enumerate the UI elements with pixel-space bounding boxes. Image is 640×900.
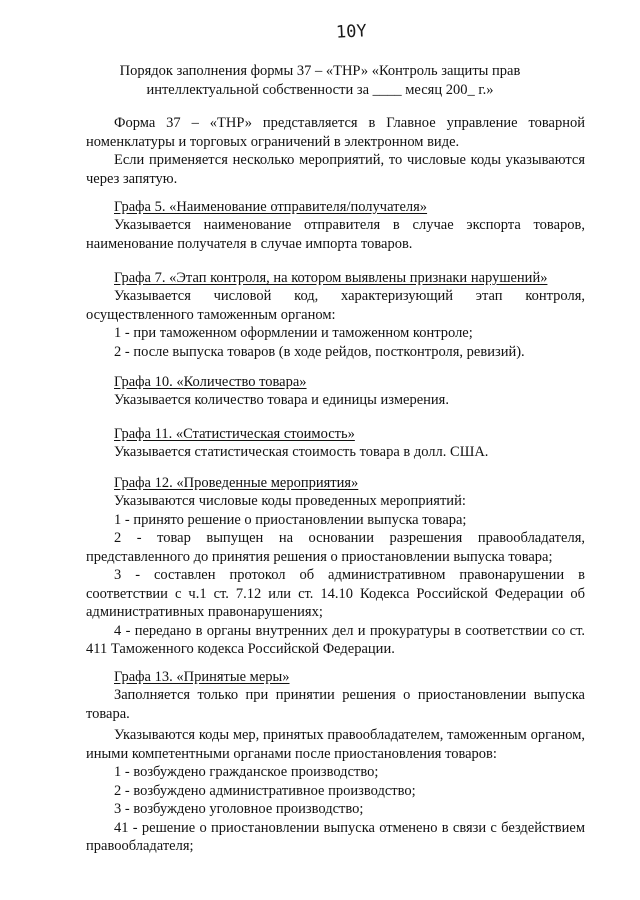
section-text-g12: Указываются числовые коды проведенных мероприятий: bbox=[114, 493, 466, 509]
list-item: 1 - принято решение о приостановлении выпуска товара; bbox=[114, 511, 467, 528]
section-body-g10 bbox=[86, 391, 585, 410]
section-heading-g10: Графа 10. «Количество товара» bbox=[114, 374, 307, 390]
section-text-g7: Указывается числовой код, характеризующий этап контроля, осуществленного таможенным органом: bbox=[86, 288, 585, 323]
intro-paragraph-1: Форма 37 – «ТНР» представляется в Главное управление товарной номенклатуры и торговых ограничений в электронном виде. bbox=[86, 115, 585, 150]
section-heading-g7: Графа 7. «Этап контроля, на котором выявлены признаки нарушений» bbox=[114, 270, 548, 286]
section-heading-g5: Графа 5. «Наименование отправителя/получателя» bbox=[114, 199, 428, 215]
document-title bbox=[100, 62, 540, 100]
list-item: 1 - при таможенном оформлении и таможенном контроле; bbox=[114, 325, 473, 341]
section-text-g13-2: Указываются коды мер, принятых правообладателем, таможенным органом, иными компетентными органами после приостановления товаров: bbox=[86, 727, 585, 762]
section-body-g13 bbox=[86, 686, 585, 856]
section-body-g11 bbox=[86, 443, 585, 462]
section-text-g13-1: Заполняется только при принятии решения о приостановлении выпуска товара. bbox=[86, 687, 585, 722]
handwritten-page-number: 10Y bbox=[335, 21, 368, 43]
title-line-2: интеллектуальной собственности за ____ месяц 200_ г.» bbox=[146, 82, 494, 98]
intro-block bbox=[86, 114, 585, 188]
list-item: 2 - товар выпущен на основании разрешения правообладателя, представленного до принятия решения о приостановлении выпуска товара; bbox=[86, 530, 585, 565]
list-item: 3 - возбуждено уголовное производство; bbox=[114, 801, 364, 817]
list-item: 2 - после выпуска товаров (в ходе рейдов, постконтроля, ревизий). bbox=[114, 343, 525, 360]
list-item: 4 - передано в органы внутренних дел и прокуратуры в соответствии со ст. 411 Таможенного кодекса Российской Федерации. bbox=[86, 622, 585, 657]
section-text-g5: Указывается наименование отправителя в случае экспорта товаров, наименование получателя в случае импорта товаров. bbox=[86, 217, 585, 252]
section-heading-g11: Графа 11. «Статистическая стоимость» bbox=[114, 426, 355, 442]
section-text-g10: Указывается количество товара и единицы измерения. bbox=[114, 392, 449, 408]
section-body-g12 bbox=[86, 492, 585, 659]
section-heading-g12: Графа 12. «Проведенные мероприятия» bbox=[114, 475, 359, 491]
title-line-1: Порядок заполнения формы 37 – «ТНР» «Контроль защиты прав bbox=[119, 63, 521, 79]
list-item: 2 - возбуждено административное производство; bbox=[114, 782, 416, 799]
list-item: 41 - решение о приостановлении выпуска отменено в связи с бездействием правообладателя; bbox=[86, 819, 585, 854]
section-text-g11: Указывается статистическая стоимость товара в долл. США. bbox=[114, 444, 489, 460]
section-body-g5 bbox=[86, 216, 585, 253]
section-heading-g13: Графа 13. «Принятые меры» bbox=[114, 669, 290, 685]
section-body-g7 bbox=[86, 287, 585, 361]
list-item: 1 - возбуждено гражданское производство; bbox=[114, 764, 379, 780]
intro-paragraph-2: Если применяется несколько мероприятий, то числовые коды указываются через запятую. bbox=[86, 152, 585, 187]
list-item: 3 - составлен протокол об административном правонарушении в соответствии с ч.1 ст. 7.12 или ст. 14.10 Кодекса Российской Федерации об административных правонарушениях; bbox=[86, 567, 585, 620]
